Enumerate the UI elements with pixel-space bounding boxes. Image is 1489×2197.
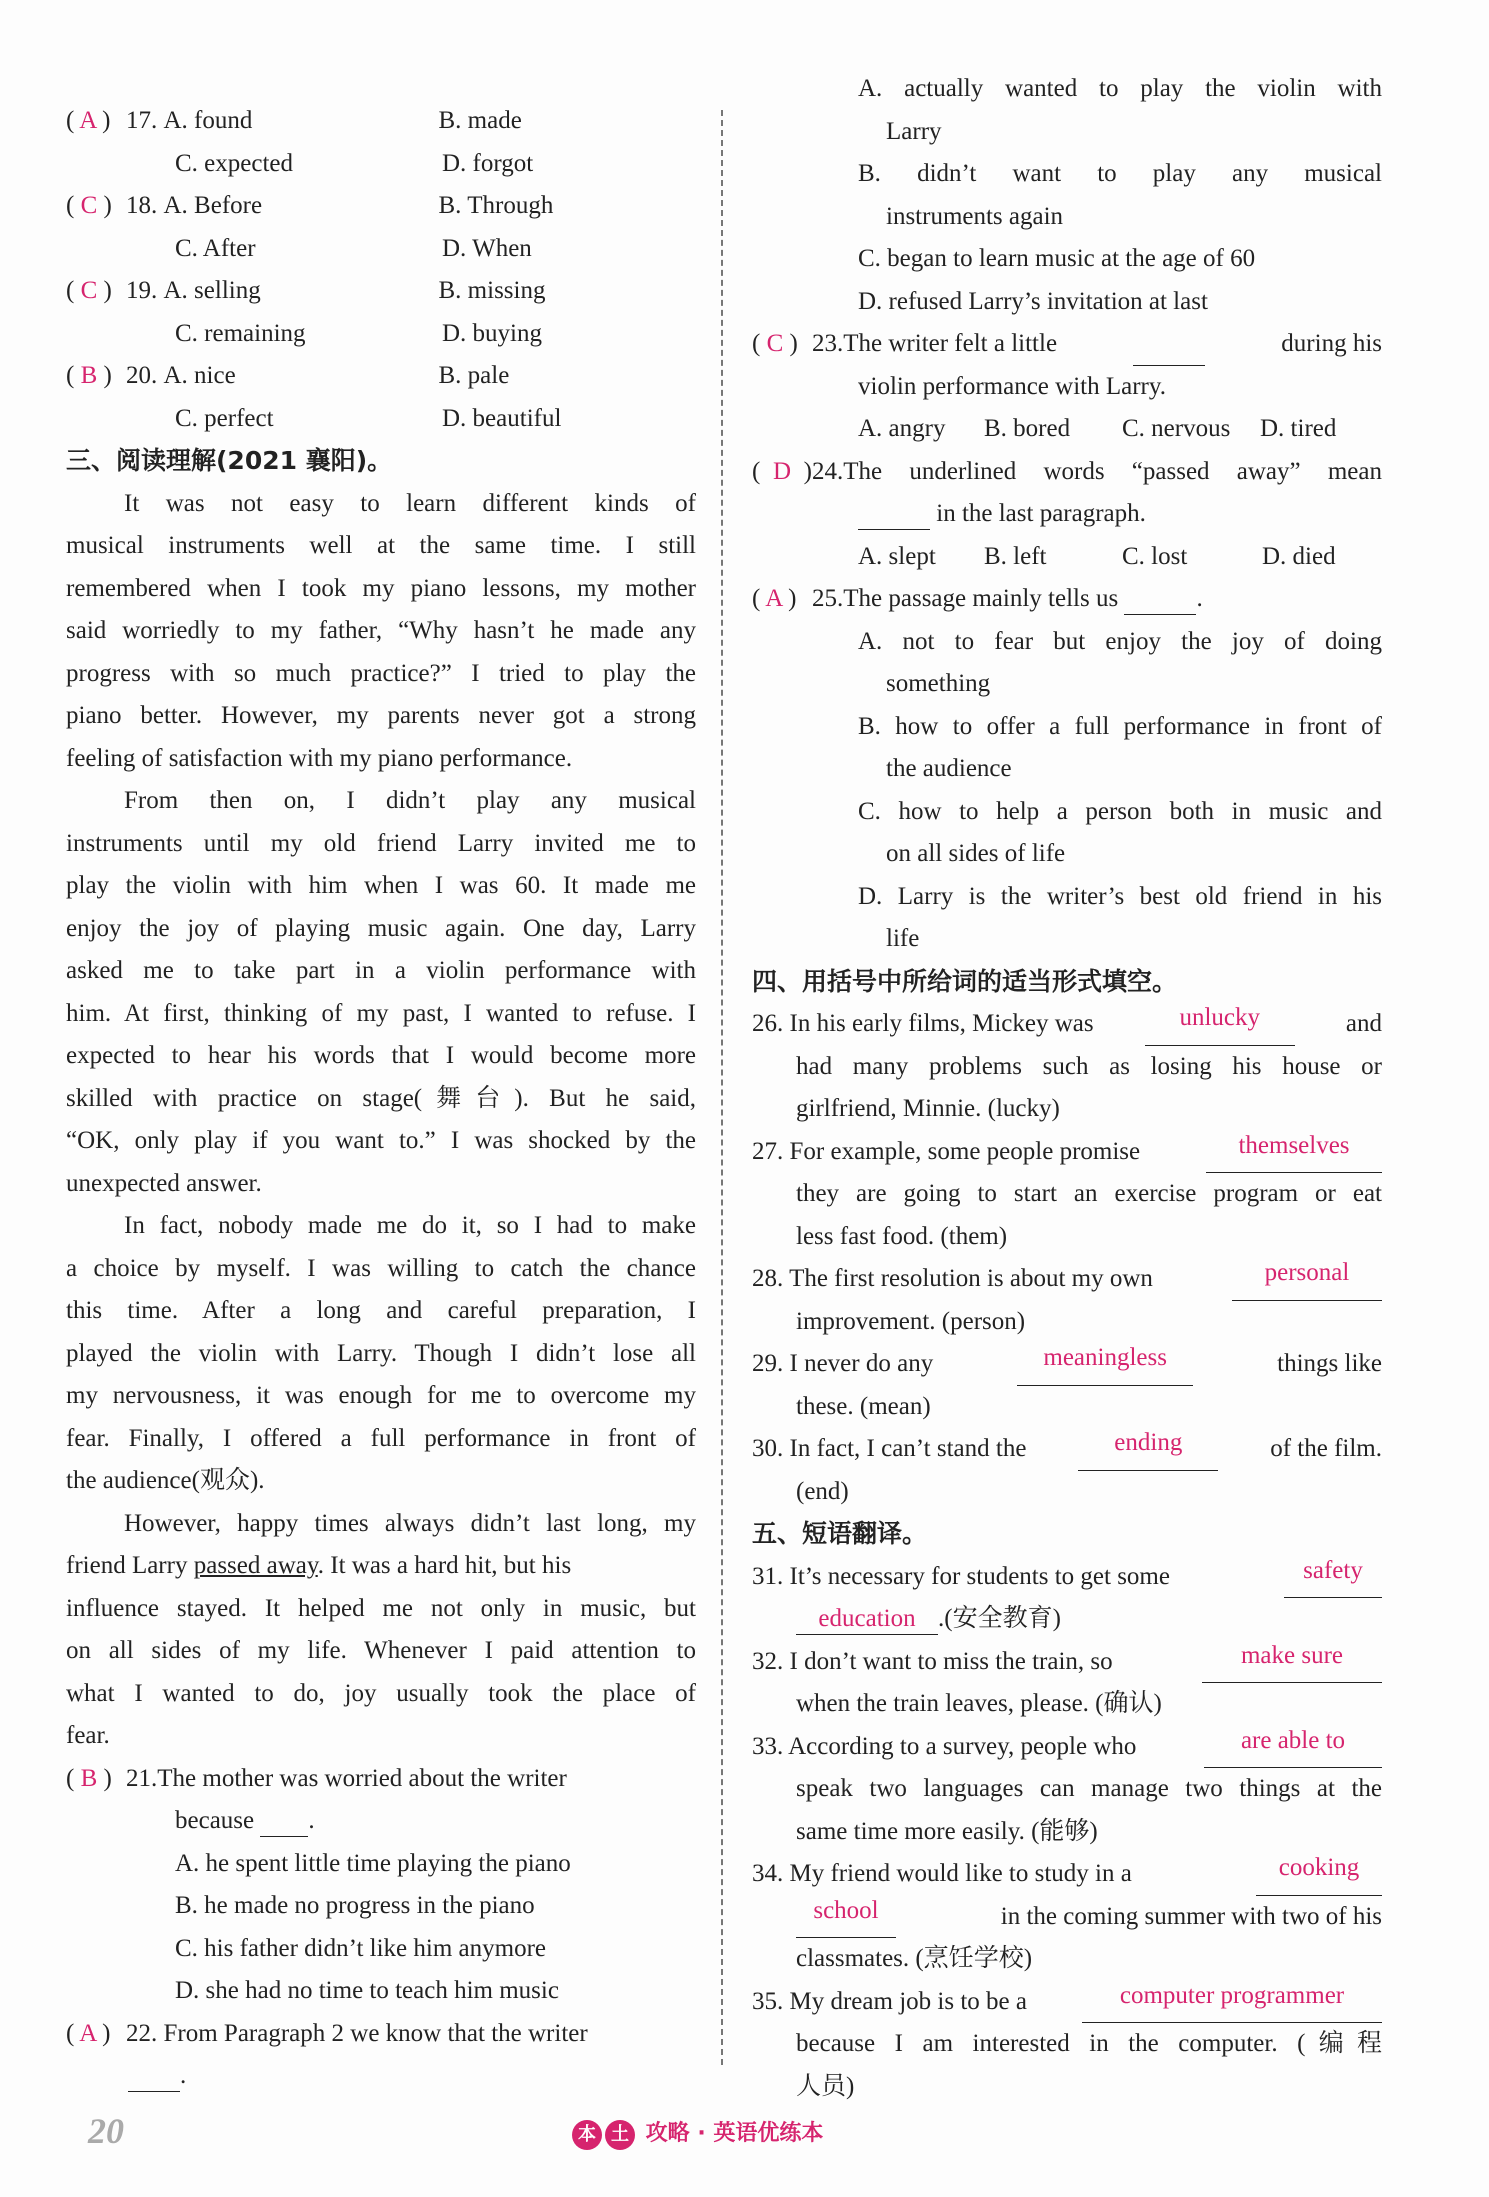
- brand-mark: 本: [572, 2120, 602, 2150]
- answer-fill: computer programmer: [1082, 1981, 1382, 2024]
- q24-answer: D: [772, 457, 792, 485]
- blank: [1124, 584, 1196, 615]
- answer-fill: cooking: [1256, 1853, 1382, 1896]
- passage-paragraph-4: However, happy times always didn’t last long, my friend Larry passed away. It was a hard hit, but his influence stayed. It helped me not only in music, but on all sides of my life. Whenever I paid attention to what I wanted to do, joy usually took the place of fear.: [66, 1509, 696, 1749]
- q22-answer: A: [79, 2019, 96, 2047]
- passage-paragraph-1: It was not easy to learn different kinds of musical instruments well at the same time. I still remembered when I took my piano lessons, my mother said worriedly to my father, “Why hasn’t he made any progress with so much practice?” I tried to play the piano better. However, my parents never got a strong feeling of satisfaction with my piano performance.: [66, 489, 696, 772]
- section5-heading: 五、短语翻译。: [752, 1519, 928, 1548]
- answer-fill: unlucky: [1145, 1003, 1295, 1046]
- q19-answer: C: [80, 277, 98, 304]
- question-34: 34. My friend would like to study in a cooking school in the coming summer with two of his classmates. (烹饪学校): [752, 1854, 1382, 1972]
- q18-answer: C: [80, 192, 98, 219]
- section4-heading: 四、用括号中所给词的适当形式填空。: [752, 966, 1178, 996]
- blank: [1133, 323, 1205, 366]
- blank: [128, 2061, 180, 2092]
- question-23: ( C ) 23. The writer felt a little during his violin performance with Larry. A. angry B. bored C. nervous D. tired: [752, 323, 1382, 451]
- underlined-phrase: passed away: [193, 1552, 318, 1579]
- answer-fill: make sure: [1202, 1641, 1382, 1684]
- section3-heading: 三、阅读理解(2021 襄阳)。: [66, 446, 393, 475]
- q17-row2: C. expected D. forgot: [175, 149, 534, 177]
- q23-answer: C: [766, 330, 784, 357]
- question-25: ( A ) 25.The passage mainly tells us . A. not to fear but enjoy the joy of doing something B. how to offer a full performance in front of the audience C. how to help a person both in music and on all sides of life D. Larry is the writer’s best old friend in his life: [752, 585, 1382, 952]
- q25-answer: A: [765, 585, 782, 612]
- question-28: 28. The first resolution is about my own personal improvement. (person): [752, 1258, 1382, 1343]
- question-35: 35. My dream job is to be a computer programmer because I am interested in the computer. (编程 人员): [752, 1981, 1382, 2100]
- q19-row2: C. remaining D. buying: [175, 319, 542, 347]
- answer-fill: personal: [1232, 1258, 1382, 1301]
- q20-row2: C. perfect D. beautiful: [175, 404, 562, 432]
- question-22-stem: ( A ) 22. From Paragraph 2 we know that the writer .: [66, 2013, 696, 2098]
- answer-fill: safety: [1284, 1556, 1382, 1599]
- question-29: 29. I never do any meaningless things like these. (mean): [752, 1344, 1382, 1420]
- answer-fill: ending: [1078, 1428, 1218, 1471]
- question-24: ( D )24.The underlined words “passed away” mean in the last paragraph. A. slept B. left C. lost D. died: [752, 457, 1382, 570]
- blank: [858, 499, 930, 530]
- right-column: [752, 68, 1382, 2108]
- page-number: 20: [88, 2111, 124, 2151]
- question-26: 26. In his early films, Mickey was unlucky and had many problems such as losing his house or girlfriend, Minnie. (lucky): [752, 1004, 1382, 1122]
- brand-footer: 本 土 攻略 · 英语优练本: [572, 2116, 823, 2150]
- q17-row1: ( A ) 17. A. found B. made: [66, 107, 522, 134]
- passage-paragraph-2: From then on, I didn’t play any musical instruments until my old friend Larry invited me to play the violin with him when I was 60. It made me enjoy the joy of playing music again. One day, Larry asked me to take part in a violin performance with him. At first, thinking of my past, I wanted to refuse. I expected to hear his words that I would become more skilled with practice on stage(舞台). But he said, “OK, only play if you want to.” I was shocked by the unexpected answer.: [66, 787, 696, 1197]
- answer-fill: are able to: [1204, 1726, 1382, 1769]
- question-32: 32. I don’t want to miss the train, so make sure when the train leaves, please. (确认): [752, 1641, 1382, 1726]
- answer-fill: meaningless: [1017, 1343, 1193, 1386]
- answer-fill: education: [796, 1604, 938, 1635]
- passage-paragraph-3: In fact, nobody made me do it, so I had to make a choice by myself. I was willing to catch the chance this time. After a long and careful preparation, I played the violin with Larry. Though I didn’t lose all my nervousness, it was enough for me to overcome my fear. Finally, I offered a full performance in front of the audience(观众).: [66, 1212, 696, 1494]
- question-30: 30. In fact, I can’t stand the ending of the film. (end): [752, 1429, 1382, 1505]
- question-31: 31. It’s necessary for students to get some safety education .(安全教育): [752, 1556, 1382, 1641]
- brand-mark: 土: [605, 2120, 635, 2150]
- q21-answer: B: [80, 1764, 98, 1792]
- q17-answer: A: [79, 107, 96, 134]
- q20-answer: B: [80, 362, 98, 389]
- q19-row1: ( C ) 19. A. selling B. missing: [66, 277, 546, 304]
- q18-row2: C. After D. When: [175, 234, 532, 262]
- answer-fill: themselves: [1206, 1131, 1382, 1174]
- blank: [260, 1806, 308, 1837]
- question-27: 27. For example, some people promise themselves they are going to start an exercise program or eat less fast food. (them): [752, 1131, 1382, 1250]
- column-divider: [721, 110, 723, 2065]
- q20-row1: ( B ) 20. A. nice B. pale: [66, 362, 510, 389]
- question-33: 33. According to a survey, people who are able to speak two languages can manage two things at the same time more easily. (能够): [752, 1726, 1382, 1845]
- question-22-options: A. actually wanted to play the violin with Larry B. didn’t want to play any musical instruments again C. began to learn music at the age of 60 D. refused Larry’s invitation at last: [858, 75, 1382, 315]
- left-column: [66, 100, 696, 2098]
- question-21: ( B ) 21.The mother was worried about the writer because . A. he spent little time playing the piano B. he made no progress in the piano C. his father didn’t like him anymore D. she had no time to teach him music: [66, 1764, 571, 2004]
- answer-fill: school: [796, 1896, 896, 1939]
- q18-row1: ( C ) 18. A. Before B. Through: [66, 192, 554, 219]
